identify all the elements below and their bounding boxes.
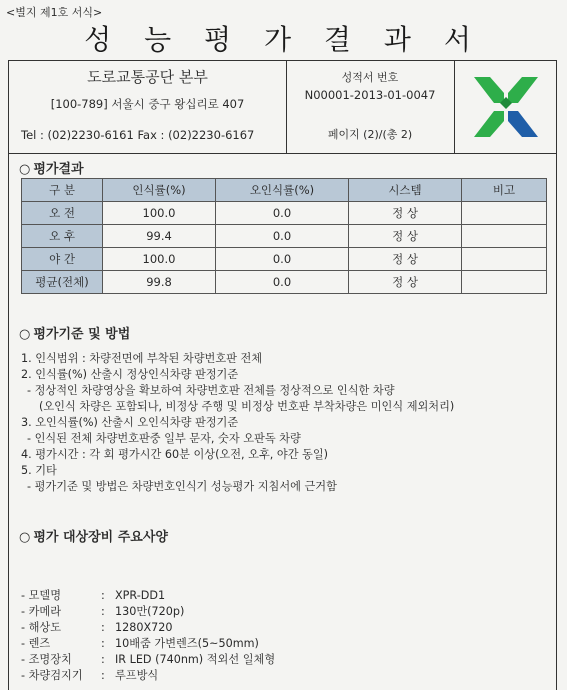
- criteria-line: 2. 인식률(%) 산출시 정상인식차량 판정기준: [21, 368, 239, 381]
- document-title: 성 능 평 가 결 과 서: [84, 23, 483, 56]
- spec-key: - 차량검지기: [21, 669, 83, 682]
- table-row: [22, 202, 547, 225]
- error-rate-cell: 0.0: [216, 202, 349, 225]
- criteria-line: (오인식 차량은 포함되나, 비정상 주행 및 비정상 번호판 부착차량은 미인식 제외처리): [39, 400, 455, 413]
- criteria-line: 1. 인식범위 : 차량전면에 부착된 차량번호판 전체: [21, 352, 263, 365]
- system-status-cell: 정 상: [349, 248, 462, 271]
- results-section-title: [19, 158, 84, 177]
- spec-value: XPR-DD1: [115, 589, 166, 602]
- spec-key: - 조명장치: [21, 653, 72, 666]
- circle-bullet-icon: ○: [19, 162, 31, 177]
- circle-bullet-icon: ○: [19, 530, 31, 545]
- row-label: 야 간: [22, 248, 103, 271]
- criteria-line: 3. 오인식률(%) 산출시 오인식차량 판정기준: [21, 416, 239, 429]
- criteria-section-title: [19, 323, 130, 342]
- table-row: [22, 225, 547, 248]
- recognition-rate-cell: 100.0: [103, 202, 216, 225]
- column-header: 인식률(%): [103, 179, 216, 202]
- criteria-line: - 평가기준 및 방법은 차량번호인식기 성능평가 지침서에 근거함: [27, 480, 337, 493]
- system-status-cell: 정 상: [349, 271, 462, 294]
- spec-value: 130만(720p): [115, 605, 185, 618]
- spec-key: - 카메라: [21, 605, 62, 618]
- criteria-list: [21, 351, 454, 495]
- error-rate-cell: 0.0: [216, 225, 349, 248]
- system-status-cell: 정 상: [349, 202, 462, 225]
- certificate-label: 성적서 번호: [341, 71, 399, 84]
- issuer-block: [9, 61, 287, 153]
- row-label: 오 전: [22, 202, 103, 225]
- error-rate-cell: 0.0: [216, 248, 349, 271]
- equipment-section-title: [19, 526, 168, 545]
- spec-row: - 모델명 : XPR-DD1: [21, 589, 166, 602]
- table-row: [22, 248, 547, 271]
- criteria-line: - 인식된 전체 차량번호판중 일부 문자, 숫자 오판독 차량: [27, 432, 301, 445]
- row-label: 평균(전체): [22, 271, 103, 294]
- certificate-number: N00001-2013-01-0047: [304, 88, 436, 102]
- spec-value: 루프방식: [115, 669, 159, 682]
- spec-row: - 해상도 : 1280X720: [21, 621, 173, 634]
- spec-key: - 모델명: [21, 589, 62, 602]
- note-cell: [462, 248, 547, 271]
- table-header-row: [22, 179, 547, 202]
- spec-value: 1280X720: [115, 621, 173, 634]
- org-address: [100-789] 서울시 중구 왕십리로 407: [50, 97, 245, 111]
- org-phone: Tel : (02)2230-6161 Fax : (02)2230-6167: [21, 128, 255, 142]
- spec-row: - 렌즈 : 10배줌 가변렌즈(5~50mm): [21, 637, 259, 650]
- spec-key: - 해상도: [21, 621, 62, 634]
- note-cell: [462, 225, 547, 248]
- error-rate-cell: 0.0: [216, 271, 349, 294]
- note-cell: [462, 271, 547, 294]
- recognition-rate-cell: 99.4: [103, 225, 216, 248]
- results-table: [21, 178, 547, 294]
- page-indicator: 페이지 (2)/(총 2): [327, 128, 413, 141]
- organization-logo: [470, 71, 542, 143]
- column-header: 비고: [462, 179, 547, 202]
- note-cell: [462, 202, 547, 225]
- recognition-rate-cell: 99.8: [103, 271, 216, 294]
- report-header: [9, 61, 556, 154]
- criteria-line: 4. 평가시간 : 각 회 평가시간 60분 이상(오전, 오후, 야간 동일): [21, 448, 329, 461]
- system-status-cell: 정 상: [349, 225, 462, 248]
- equipment-spec-list: [21, 588, 275, 684]
- column-header: 시스템: [349, 179, 462, 202]
- table-row: [22, 271, 547, 294]
- equipment-section-label: 평가 대상장비 주요사양: [33, 530, 168, 545]
- row-label: 오 후: [22, 225, 103, 248]
- form-number: <별지 제1호 서식>: [6, 6, 103, 19]
- criteria-line: - 정상적인 차량영상을 확보하여 차량번호판 전체를 정상적으로 인식한 차량: [27, 384, 395, 397]
- org-name: 도로교통공단 본부: [87, 68, 208, 86]
- criteria-line: 5. 기타: [21, 464, 57, 477]
- circle-bullet-icon: ○: [19, 327, 31, 342]
- criteria-section-label: 평가기준 및 방법: [33, 327, 131, 342]
- recognition-rate-cell: 100.0: [103, 248, 216, 271]
- logo-block: [454, 61, 558, 153]
- spec-value: 10배줌 가변렌즈(5~50mm): [115, 637, 259, 650]
- spec-value: IR LED (740nm) 적외선 일체형: [115, 653, 276, 666]
- results-section-label: 평가결과: [33, 162, 84, 177]
- report-frame: [8, 60, 557, 690]
- certificate-block: [286, 61, 455, 153]
- spec-row: - 조명장치 : IR LED (740nm) 적외선 일체형: [21, 653, 276, 666]
- column-header: 구 분: [22, 179, 103, 202]
- spec-key: - 렌즈: [21, 637, 51, 650]
- spec-row: - 카메라 : 130만(720p): [21, 605, 185, 618]
- spec-row: - 차량검지기 : 루프방식: [21, 669, 159, 682]
- column-header: 오인식률(%): [216, 179, 349, 202]
